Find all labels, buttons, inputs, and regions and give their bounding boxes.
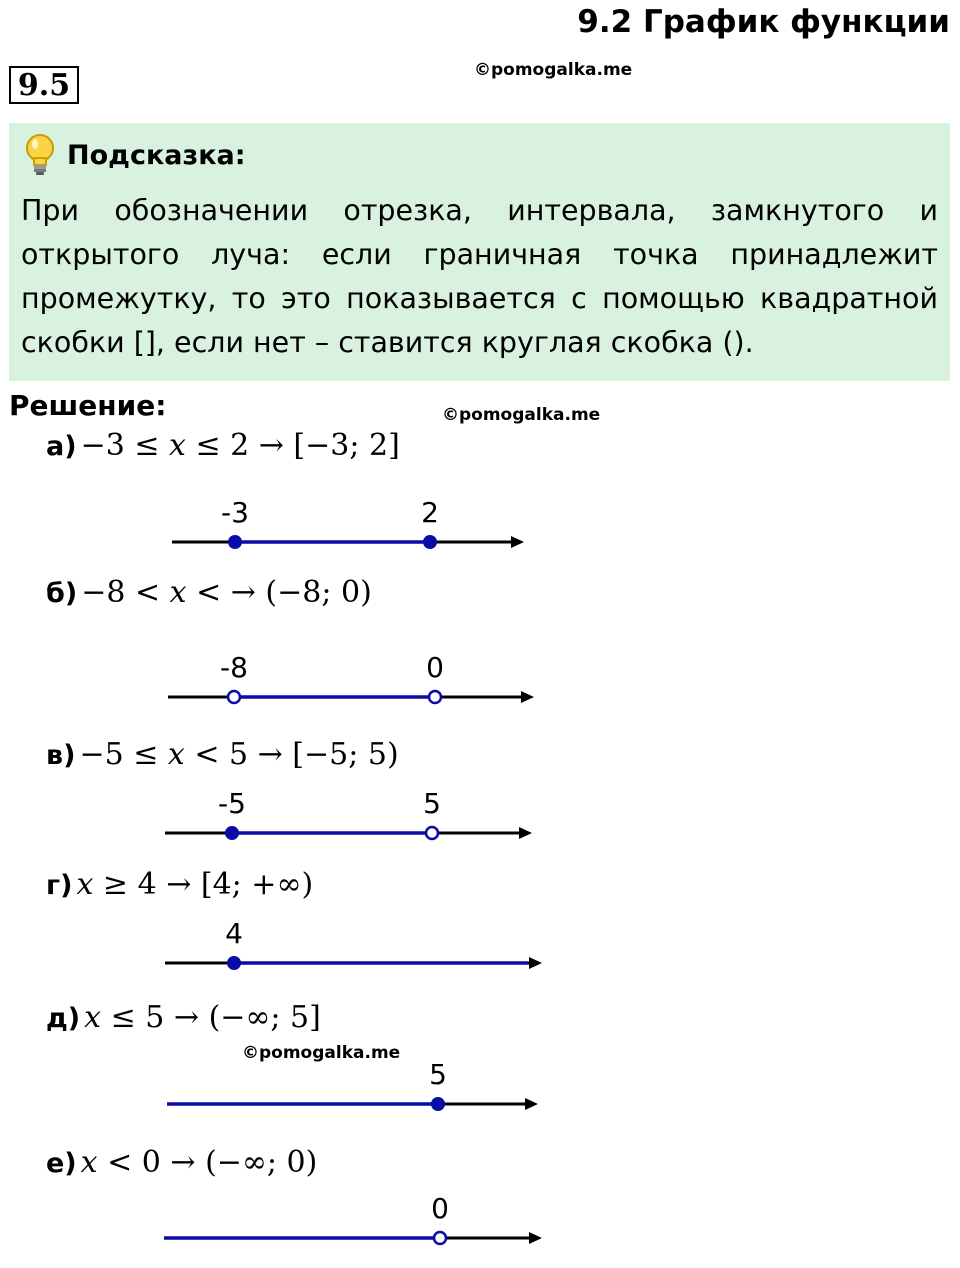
- open-point: [426, 827, 438, 839]
- solution-item-a: [46, 428, 400, 463]
- point-label: 4: [225, 917, 243, 950]
- point-label: 5: [423, 787, 441, 820]
- solution-title: Решение:: [9, 389, 167, 422]
- axis-arrow-icon: [525, 1098, 538, 1110]
- item-label: а): [46, 431, 77, 462]
- solution-item-f: [46, 1145, 317, 1180]
- number-line-c: [0, 783, 960, 863]
- item-formula: −3 ≤ 𝑥 ≤ 2 → [−3; 2]: [80, 428, 400, 463]
- item-formula: −5 ≤ 𝑥 < 5 → [−5; 5): [79, 737, 399, 772]
- solution-item-d: [46, 867, 313, 902]
- closed-point: [225, 826, 239, 840]
- axis-arrow-icon: [511, 536, 524, 548]
- hint-header: [23, 133, 246, 177]
- page-header-title: 9.2 График функции: [577, 4, 950, 40]
- point-label: -5: [218, 787, 246, 820]
- point-label: 2: [421, 496, 439, 529]
- task-number: 9.5: [9, 66, 79, 104]
- item-formula: 𝑥 < 0 → (−∞; 0): [80, 1145, 318, 1180]
- point-label: -3: [221, 496, 249, 529]
- item-label: е): [46, 1148, 77, 1179]
- axis-arrow-icon: [519, 827, 532, 839]
- item-label: г): [46, 870, 73, 901]
- open-point: [434, 1232, 446, 1244]
- item-label: д): [46, 1003, 81, 1034]
- item-formula: −8 < 𝑥 < → (−8; 0): [81, 575, 372, 610]
- axis-arrow-icon: [521, 691, 534, 703]
- solution-item-c: [46, 737, 399, 772]
- point-label: 0: [431, 1192, 449, 1225]
- number-line-f: [0, 1188, 960, 1268]
- item-formula: 𝑥 ≥ 4 → [4; +∞): [76, 867, 314, 902]
- hint-box: [9, 123, 950, 381]
- watermark: ©pomogalka.me: [474, 60, 633, 80]
- number-line-a: [0, 492, 960, 572]
- number-line-e: [0, 1054, 960, 1134]
- point-label: -8: [220, 651, 248, 684]
- item-formula: 𝑥 ≤ 5 → (−∞; 5]: [84, 1000, 321, 1035]
- hint-title: Подсказка:: [67, 139, 246, 171]
- item-label: б): [46, 578, 78, 609]
- number-line-b: [0, 647, 960, 727]
- axis-arrow-icon: [529, 1232, 542, 1244]
- hint-text: При обозначении отрезка, интервала, замкнутого и открытого луча: если граничная точка принадлежит промежутку, то это показывается с помощью квадратной скобки [], если нет – ставится круглая скобка ().: [21, 194, 938, 359]
- watermark: ©pomogalka.me: [242, 1043, 401, 1063]
- solution-item-b: [46, 575, 372, 610]
- point-label: 5: [429, 1058, 447, 1091]
- solution-item-e: [46, 1000, 321, 1035]
- number-line-d: [0, 913, 960, 993]
- open-point: [228, 691, 240, 703]
- lightbulb-icon: [23, 133, 57, 177]
- point-label: 0: [426, 651, 444, 684]
- closed-point: [228, 535, 242, 549]
- axis-arrow-icon: [529, 957, 542, 969]
- item-label: в): [46, 740, 76, 771]
- watermark: ©pomogalka.me: [442, 405, 601, 425]
- closed-point: [423, 535, 437, 549]
- closed-point: [227, 956, 241, 970]
- open-point: [429, 691, 441, 703]
- closed-point: [431, 1097, 445, 1111]
